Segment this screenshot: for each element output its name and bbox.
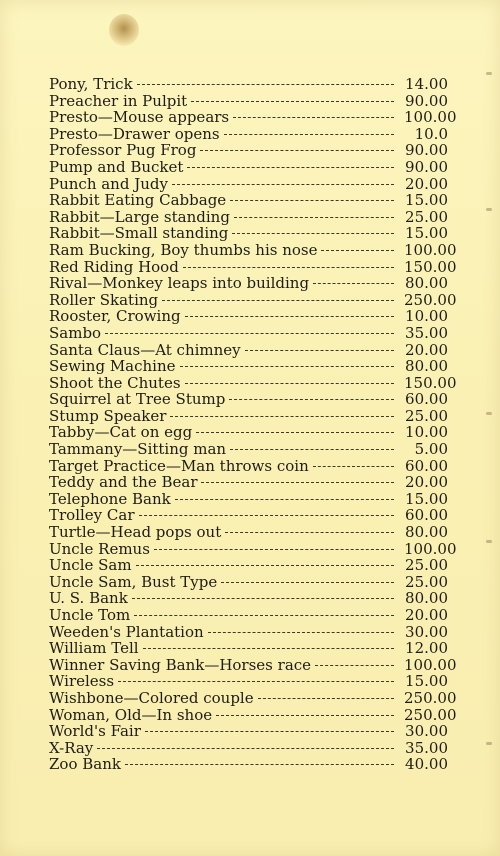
item-name: Turtle—Head pops out	[49, 523, 222, 542]
item-name: Rabbit Eating Cabbage	[49, 191, 227, 210]
dotted-leader	[208, 632, 394, 633]
item-name: Squirrel at Tree Stump	[49, 390, 226, 409]
item-name: Presto—Mouse appears	[49, 108, 230, 127]
item-price: 20.00	[405, 340, 448, 359]
item-name: Sambo	[49, 323, 102, 342]
item-name: Shoot the Chutes	[49, 373, 181, 392]
item-name: Tammany—Sitting man	[49, 440, 227, 459]
dotted-leader	[321, 250, 394, 251]
item-name: Pump and Bucket	[49, 157, 184, 176]
item-price: 15.00	[405, 224, 448, 243]
price-list-row	[49, 126, 448, 143]
price-list-row	[49, 93, 448, 110]
edge-mark	[486, 208, 492, 211]
dotted-leader	[313, 283, 394, 284]
item-name: Teddy and the Bear	[49, 473, 198, 492]
dotted-leader	[137, 84, 394, 85]
price-list-row	[49, 740, 448, 757]
price-list-row	[49, 441, 448, 458]
dotted-leader	[201, 482, 394, 483]
item-price: 80.00	[405, 589, 448, 608]
item-price: 250.00	[404, 290, 457, 309]
dotted-leader	[191, 101, 394, 102]
price-list-row	[49, 373, 457, 392]
item-name: Winner Saving Bank—Horses race	[49, 655, 312, 674]
dotted-leader	[258, 698, 394, 699]
item-name: Rabbit—Small standing	[49, 224, 229, 243]
item-name: Preacher in Pulpit	[49, 91, 188, 110]
price-list-row	[49, 290, 457, 309]
dotted-leader	[315, 665, 394, 666]
item-name: Telephone Bank	[49, 489, 171, 508]
item-price: 15.00	[405, 489, 448, 508]
item-price: 14.00	[405, 75, 448, 93]
price-list-row	[49, 539, 457, 558]
dotted-leader	[313, 466, 394, 467]
dotted-leader	[145, 731, 394, 732]
price-list-row	[49, 756, 448, 773]
item-price: 150.00	[404, 373, 457, 392]
dotted-leader	[134, 615, 394, 616]
price-list-row	[49, 688, 457, 707]
item-name: Tabby—Cat on egg	[49, 423, 193, 442]
item-price: 30.00	[405, 622, 448, 641]
item-price: 35.00	[405, 323, 448, 342]
item-name: Professor Pug Frog	[49, 141, 197, 160]
dotted-leader	[125, 764, 394, 765]
edge-mark	[486, 742, 492, 745]
dotted-leader	[170, 416, 394, 417]
item-price: 60.00	[405, 390, 448, 409]
price-list-row	[49, 76, 448, 93]
dotted-leader	[245, 350, 394, 351]
item-price: 40.00	[405, 755, 448, 774]
dotted-leader	[105, 333, 394, 334]
item-price: 60.00	[405, 506, 448, 525]
price-list-row	[49, 673, 448, 690]
price-list-row	[49, 424, 448, 441]
item-name: Red Riding Hood	[49, 257, 179, 276]
dotted-leader	[233, 117, 394, 118]
price-list-row	[49, 507, 448, 524]
dotted-leader	[232, 233, 394, 234]
edge-mark	[486, 72, 492, 75]
item-name: Rooster, Crowing	[49, 307, 181, 326]
price-list-row	[49, 474, 448, 491]
dotted-leader	[224, 134, 394, 135]
price-list-row	[49, 557, 448, 574]
item-price: 20.00	[405, 606, 448, 624]
item-price: 100.00	[404, 108, 457, 127]
price-list-row	[49, 240, 457, 259]
dotted-leader	[132, 598, 394, 599]
item-name: X-Ray	[49, 738, 94, 757]
price-list-row	[49, 491, 448, 508]
price-list-row	[49, 192, 448, 209]
dotted-leader	[172, 184, 394, 185]
price-list-row	[49, 705, 457, 724]
price-list-row	[49, 574, 448, 591]
dotted-leader	[139, 515, 394, 516]
price-list-row	[49, 655, 457, 674]
price-list-row	[49, 225, 448, 242]
item-name: Wishbone—Colored couple	[49, 688, 254, 707]
item-price: 80.00	[405, 523, 448, 542]
edge-mark	[486, 540, 492, 543]
item-price: 250.00	[404, 705, 457, 724]
item-price: 90.00	[405, 91, 448, 110]
item-name: Roller Skating	[49, 290, 159, 309]
price-list-row	[49, 640, 448, 657]
dotted-leader	[229, 399, 394, 400]
item-price: 10.00	[405, 423, 448, 442]
item-price: 60.00	[405, 456, 448, 475]
item-name: Presto—Drawer opens	[49, 124, 220, 143]
price-list-row	[49, 458, 448, 475]
item-name: Woman, Old—In shoe	[49, 705, 213, 724]
item-price: 12.00	[405, 639, 448, 658]
dotted-leader	[136, 565, 394, 566]
dotted-leader	[162, 300, 394, 301]
dotted-leader	[230, 449, 394, 450]
item-price: 80.00	[405, 274, 448, 293]
dotted-leader	[221, 582, 394, 583]
price-list-row	[49, 342, 448, 359]
dotted-leader	[185, 316, 394, 317]
item-price: 35.00	[405, 738, 448, 757]
dotted-leader	[118, 681, 394, 682]
price-list-row	[49, 142, 448, 159]
price-list-row	[49, 257, 457, 276]
item-price: 25.00	[405, 406, 448, 425]
item-name: U. S. Bank	[49, 589, 128, 608]
dotted-leader	[225, 532, 394, 533]
item-price: 25.00	[405, 556, 448, 575]
item-price: 15.00	[405, 191, 448, 210]
price-list-row	[49, 590, 448, 607]
dotted-leader	[175, 499, 394, 500]
item-price: 10.0	[414, 124, 448, 143]
dotted-leader	[183, 267, 394, 268]
dotted-leader	[154, 549, 394, 550]
item-price: 100.00	[404, 240, 457, 259]
price-list-row	[49, 159, 448, 176]
item-name: Santa Claus—At chimney	[49, 340, 241, 359]
price-list-row	[49, 607, 448, 624]
dotted-leader	[185, 383, 394, 384]
item-price: 20.00	[405, 473, 448, 492]
item-price: 250.00	[404, 688, 457, 707]
item-name: Stump Speaker	[49, 406, 167, 425]
item-name: Pony, Trick	[49, 75, 133, 93]
item-name: World's Fair	[49, 722, 141, 741]
price-list-row	[49, 391, 448, 408]
price-list-row	[49, 524, 448, 541]
item-name: Uncle Remus	[49, 539, 150, 558]
item-price: 30.00	[405, 722, 448, 741]
item-price: 80.00	[405, 357, 448, 376]
item-price: 150.00	[404, 257, 457, 276]
dotted-leader	[97, 748, 394, 749]
item-name: Uncle Tom	[49, 606, 131, 624]
item-name: Weeden's Plantation	[49, 622, 204, 641]
price-list-row	[49, 723, 448, 740]
item-price: 20.00	[405, 174, 448, 193]
price-list-row	[49, 408, 448, 425]
price-list-row	[49, 176, 448, 193]
item-name: Rival—Monkey leaps into building	[49, 274, 310, 293]
item-price: 90.00	[405, 141, 448, 160]
item-name: Rabbit—Large standing	[49, 207, 230, 226]
item-price: 5.00	[414, 440, 448, 459]
item-price: 90.00	[405, 157, 448, 176]
price-list	[49, 75, 457, 774]
item-name: Punch and Judy	[49, 174, 168, 193]
item-price: 10.00	[405, 307, 448, 326]
edge-mark	[486, 412, 492, 415]
item-price: 15.00	[405, 672, 448, 691]
price-list-row	[49, 624, 448, 641]
item-price: 25.00	[405, 207, 448, 226]
item-name: Target Practice—Man throws coin	[49, 456, 309, 475]
item-price: 100.00	[404, 539, 457, 558]
price-list-row	[49, 325, 448, 342]
item-name: William Tell	[49, 639, 139, 658]
dotted-leader	[143, 648, 394, 649]
item-name: Trolley Car	[49, 506, 135, 525]
dotted-leader	[230, 200, 394, 201]
item-price: 100.00	[404, 655, 457, 674]
dotted-leader	[234, 217, 394, 218]
price-list-row	[49, 358, 448, 375]
item-name: Sewing Machine	[49, 357, 176, 376]
dotted-leader	[200, 150, 394, 151]
item-name: Ram Bucking, Boy thumbs his nose	[49, 240, 318, 259]
dotted-leader	[180, 366, 394, 367]
price-list-row	[49, 108, 457, 127]
item-name: Wireless	[49, 672, 115, 691]
paper-stain	[109, 14, 139, 46]
price-list-row	[49, 308, 448, 325]
item-name: Uncle Sam	[49, 556, 132, 575]
price-list-row	[49, 209, 448, 226]
item-price: 25.00	[405, 572, 448, 591]
item-name: Zoo Bank	[49, 755, 121, 774]
dotted-leader	[216, 715, 394, 716]
dotted-leader	[196, 432, 394, 433]
dotted-leader	[187, 167, 394, 168]
item-name: Uncle Sam, Bust Type	[49, 572, 218, 591]
price-list-row	[49, 275, 448, 292]
